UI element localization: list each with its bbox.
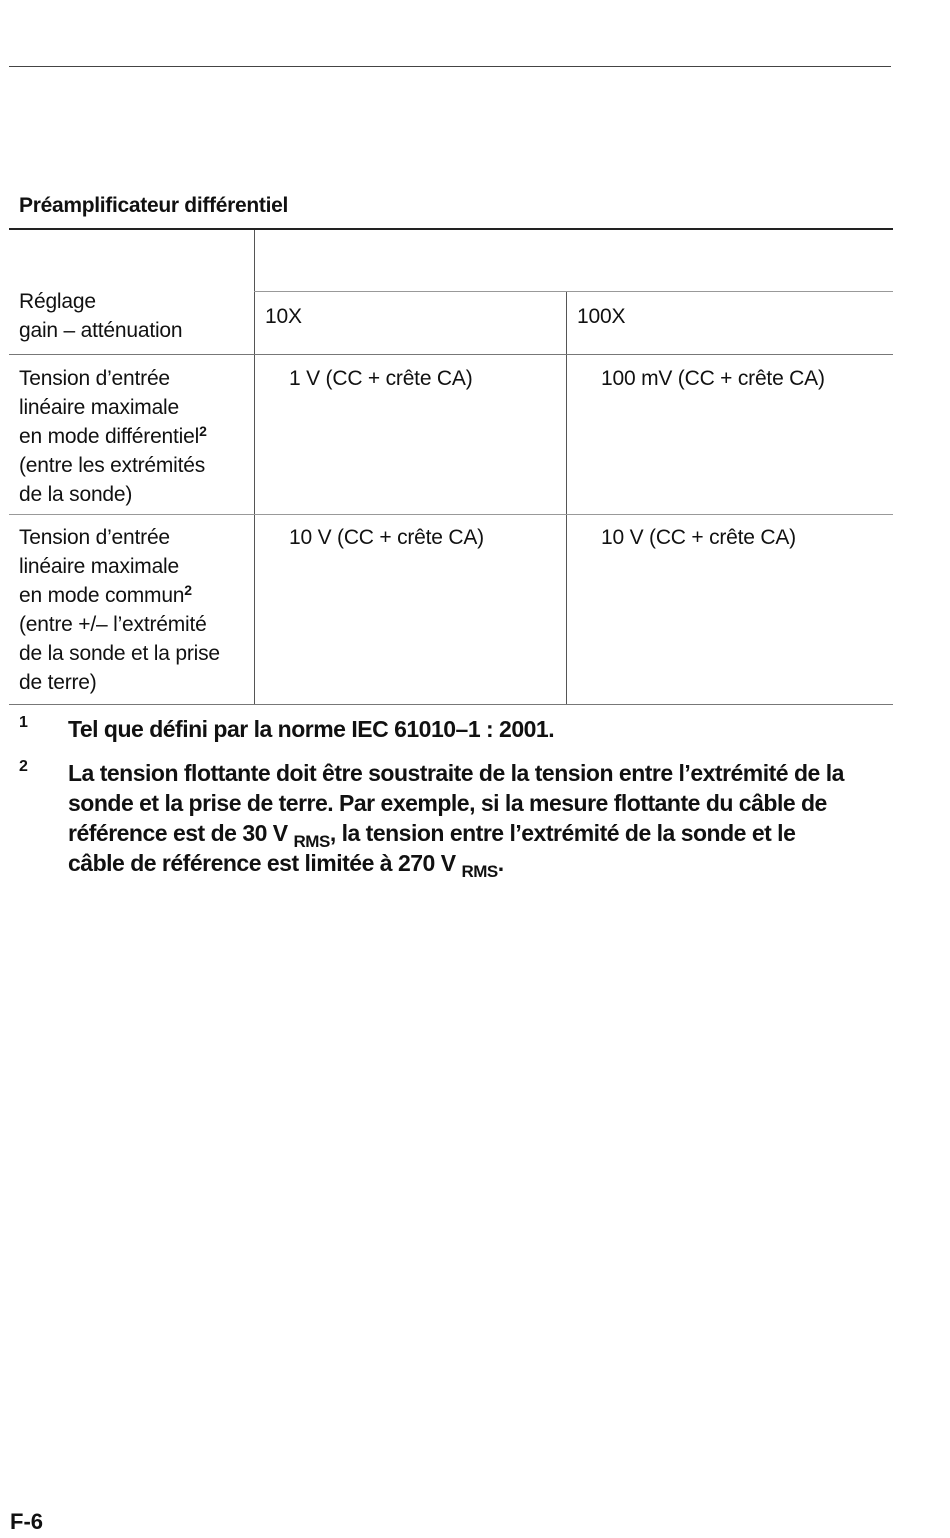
footnote-fragment: câble de référence est limitée à 270 V	[68, 850, 462, 876]
footnote-fragment: référence est de 30 V	[68, 820, 294, 846]
footnote-line	[68, 818, 899, 851]
footnote-number: 1	[19, 714, 28, 731]
row-label-line: linéaire maximale	[19, 555, 179, 578]
footnote-ref: 2	[184, 582, 192, 598]
row-label-line: Tension d’entrée	[19, 526, 170, 549]
table-rule-bottom	[9, 704, 893, 705]
footnote-line: La tension flottante doit être soustraite de la tension entre l’extrémité de la	[68, 760, 844, 786]
footnotes	[19, 714, 899, 892]
table-cell: 1 V (CC + crête CA)	[289, 367, 473, 390]
table-header-col-10x: 10X	[265, 305, 302, 328]
row-label-line: linéaire maximale	[19, 396, 179, 419]
footnote-line	[68, 848, 899, 881]
footnote-subscript: RMS	[461, 862, 498, 881]
footnote-fragment: , la tension entre l’extrémité de la sonde et le	[329, 820, 796, 846]
row-label-line: (entre +/– l’extrémité	[19, 613, 207, 636]
table-divider-left	[254, 230, 255, 704]
row-label-line: de la sonde)	[19, 483, 133, 506]
table-rule-header-bottom	[9, 354, 893, 355]
table-cell: 100 mV (CC + crête CA)	[601, 367, 825, 390]
table-row-label	[19, 364, 207, 509]
footnote-number: 2	[19, 758, 28, 775]
table-cell: 10 V (CC + crête CA)	[289, 526, 484, 549]
section-title: Préamplificateur différentiel	[19, 194, 289, 217]
table-row-label	[19, 523, 220, 697]
footnote-ref: 2	[199, 423, 207, 439]
table-header-col-100x: 100X	[577, 305, 626, 328]
row-label-line: Tension d’entrée	[19, 367, 170, 390]
footnote-line: sonde et la prise de terre. Par exemple, si la mesure flottante du câble de	[68, 790, 827, 816]
row-label-line	[19, 581, 220, 610]
page-number: F-6	[10, 1509, 43, 1534]
top-rule	[9, 66, 891, 67]
title-rule	[9, 228, 893, 230]
footnote-text: Tel que défini par la norme IEC 61010–1 : 2001.	[68, 716, 555, 742]
header-label-line: Réglage	[19, 290, 96, 313]
footnote-1	[19, 714, 899, 744]
table-header-label	[19, 287, 182, 345]
row-label-text: en mode commun	[19, 584, 185, 607]
footnote-subscript: RMS	[293, 832, 330, 851]
footnote-text	[68, 758, 899, 881]
table-divider-right	[566, 291, 567, 704]
row-label-line: (entre les extrémités	[19, 454, 206, 477]
table-rule-row1-bottom	[9, 514, 893, 515]
footnote-fragment: .	[497, 850, 504, 876]
row-label-text: en mode différentiel	[19, 425, 200, 448]
footnote-2	[19, 758, 899, 881]
table-rule-header-top	[254, 291, 893, 292]
header-label-line: gain – atténuation	[19, 319, 183, 342]
row-label-line: de la sonde et la prise	[19, 642, 220, 665]
row-label-line: de terre)	[19, 671, 97, 694]
row-label-line	[19, 422, 207, 451]
table-cell: 10 V (CC + crête CA)	[601, 526, 796, 549]
